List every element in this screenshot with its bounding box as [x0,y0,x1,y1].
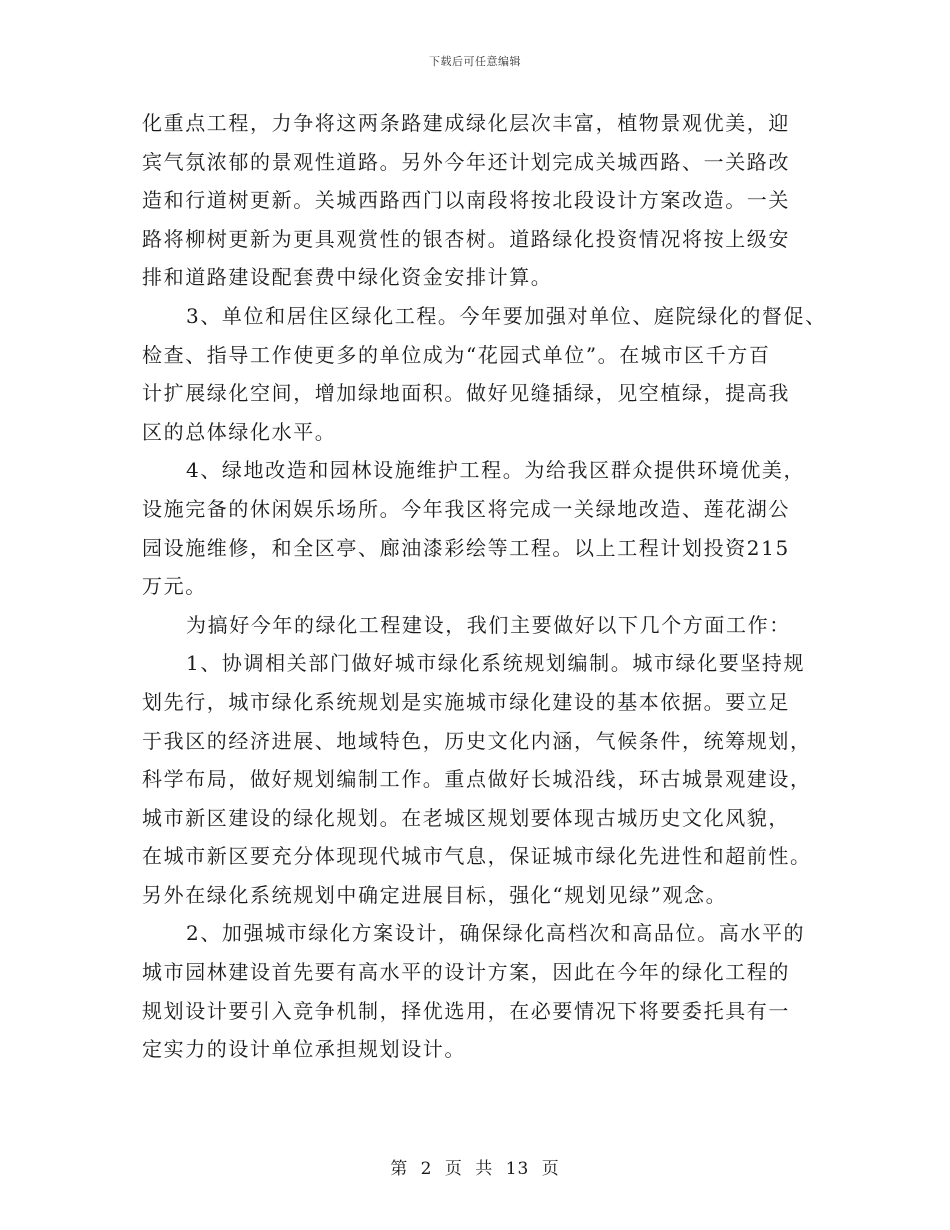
text-line: 宾气氛浓郁的景观性道路。另外今年还计划完成关城西路、一关路改 [142,149,790,174]
text-line: 计扩展绿化空间，增加绿地面积。做好见缝插绿，见空植绿，提高我 [142,381,790,406]
document-body [142,104,827,1069]
text-line: 划先行，城市绿化系统规划是实施城市绿化建设的基本依据。要立足 [142,689,790,714]
text-line: 区的总体绿化水平。 [142,419,337,444]
text-line: 2、加强城市绿化方案设计，确保绿化高档次和高品位。高水平的 [186,921,806,946]
text-line: 万元。 [142,574,207,599]
text-line: 定实力的设计单位承担规划设计。 [142,1037,466,1062]
text-line: 排和道路建设配套费中绿化资金安排计算。 [142,265,553,290]
text-line: 检查、指导工作使更多的单位成为“花园式单位”。在城市区千方百 [142,342,771,367]
text-line: 1、协调相关部门做好城市绿化系统规划编制。城市绿化要坚持规 [186,651,806,676]
text-line: 在城市新区要充分体现现代城市气息，保证城市绿化先进性和超前性。 [142,844,812,869]
text-line: 科学布局，做好规划编制工作。重点做好长城沿线，环古城景观建设， [142,767,812,792]
text-line: 设施完备的休闲娱乐场所。今年我区将完成一关绿地改造、莲花湖公 [142,496,790,521]
text-line: 于我区的经济进展、地域特色，历史文化内涵，气候条件，统筹规划， [142,728,812,753]
text-line: 另外在绿化系统规划中确定进展目标，强化“规划见绿”观念。 [142,882,728,907]
text-line: 4、绿地改造和园林设施维护工程。为给我区群众提供环境优美， [186,458,806,483]
text-line: 城市园林建设首先要有高水平的设计方案，因此在今年的绿化工程的 [142,960,790,985]
text-line: 城市新区建设的绿化规划。在老城区规划要体现古城历史文化风貌， [142,805,790,830]
text-line: 规划设计要引入竞争机制，择优选用，在必要情况下将要委托具有一 [142,998,790,1023]
text-line: 路将柳树更新为更具观赏性的银杏树。道路绿化投资情况将按上级安 [142,226,790,251]
page-header: 下载后可任意编辑 [429,55,521,68]
text-line: 化重点工程，力争将这两条路建成绿化层次丰富，植物景观优美，迎 [142,111,790,135]
text-line: 造和行道树更新。关城西路西门以南段将按北段设计方案改造。一关 [142,188,790,213]
page-footer: 第 2 页 共 13 页 [390,1159,560,1179]
text-line: 为搞好今年的绿化工程建设，我们主要做好以下几个方面工作： [186,612,791,637]
text-line: 园设施维修，和全区亭、廊油漆彩绘等工程。以上工程计划投资215 [142,535,790,560]
text-line: 3、单位和居住区绿化工程。今年要加强对单位、庭院绿化的督促、 [186,303,827,328]
